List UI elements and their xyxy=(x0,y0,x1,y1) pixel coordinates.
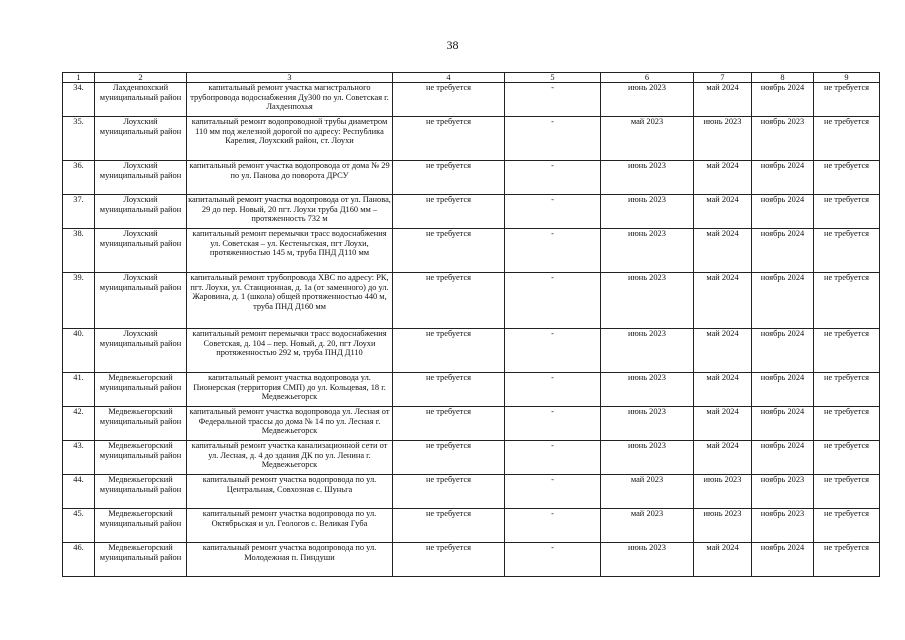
col5-cell: - xyxy=(505,441,601,475)
district-cell: Медвежьегорский муниципальный район xyxy=(95,543,187,577)
table-row xyxy=(63,509,880,543)
col5-cell: - xyxy=(505,407,601,441)
row-number: 39. xyxy=(63,273,95,329)
district-cell: Медвежьегорский муниципальный район xyxy=(95,441,187,475)
end-date-cell: май 2024 xyxy=(694,161,752,195)
page-number: 38 xyxy=(446,38,459,52)
end-date-cell: май 2024 xyxy=(694,195,752,229)
row-number: 37. xyxy=(63,195,95,229)
end-date-cell: июнь 2023 xyxy=(694,509,752,543)
table-row xyxy=(63,117,880,161)
table-row xyxy=(63,441,880,475)
col9-cell: не требуется xyxy=(814,543,880,577)
end-date-cell: июнь 2023 xyxy=(694,475,752,509)
column-header: 5 xyxy=(505,73,601,83)
col4-cell: не требуется xyxy=(393,509,505,543)
col4-cell: не требуется xyxy=(393,373,505,407)
col5-cell: - xyxy=(505,543,601,577)
col4-cell: не требуется xyxy=(393,161,505,195)
table-row xyxy=(63,273,880,329)
col5-cell: - xyxy=(505,373,601,407)
completion-date-cell: ноябрь 2024 xyxy=(752,407,814,441)
completion-date-cell: ноябрь 2024 xyxy=(752,273,814,329)
district-cell: Лоухский муниципальный район xyxy=(95,273,187,329)
start-date-cell: май 2023 xyxy=(601,509,694,543)
col5-cell: - xyxy=(505,329,601,373)
work-description-cell: капитальный ремонт участка водопровода ул. Лесная от Федеральной трассы до дома № 14 по ул. Лесная г. Медвежьегорск xyxy=(187,407,393,441)
col9-cell: не требуется xyxy=(814,273,880,329)
start-date-cell: май 2023 xyxy=(601,117,694,161)
end-date-cell: май 2024 xyxy=(694,83,752,117)
column-header: 2 xyxy=(95,73,187,83)
completion-date-cell: ноябрь 2024 xyxy=(752,543,814,577)
start-date-cell: май 2023 xyxy=(601,475,694,509)
work-description-cell: капитальный ремонт участка канализационной сети от ул. Лесная, д. 4 до здания ДК по ул. Ленина г. Медвежьегорск xyxy=(187,441,393,475)
col9-cell: не требуется xyxy=(814,329,880,373)
col9-cell: не требуется xyxy=(814,229,880,273)
district-cell: Лоухский муниципальный район xyxy=(95,329,187,373)
column-header: 1 xyxy=(63,73,95,83)
header-row xyxy=(63,73,880,83)
col9-cell: не требуется xyxy=(814,117,880,161)
column-header: 9 xyxy=(814,73,880,83)
col4-cell: не требуется xyxy=(393,229,505,273)
end-date-cell: май 2024 xyxy=(694,273,752,329)
col9-cell: не требуется xyxy=(814,407,880,441)
completion-date-cell: ноябрь 2023 xyxy=(752,475,814,509)
district-cell: Медвежьегорский муниципальный район xyxy=(95,407,187,441)
row-number: 43. xyxy=(63,441,95,475)
col5-cell: - xyxy=(505,509,601,543)
end-date-cell: май 2024 xyxy=(694,329,752,373)
table-row xyxy=(63,475,880,509)
district-cell: Медвежьегорский муниципальный район xyxy=(95,509,187,543)
column-header: 3 xyxy=(187,73,393,83)
column-header: 6 xyxy=(601,73,694,83)
start-date-cell: июнь 2023 xyxy=(601,373,694,407)
table-row xyxy=(63,373,880,407)
col4-cell: не требуется xyxy=(393,195,505,229)
work-description-cell: капитальный ремонт участка водопровода от дома № 29 по ул. Панова до поворота ДРСУ xyxy=(187,161,393,195)
start-date-cell: июнь 2023 xyxy=(601,407,694,441)
column-header: 7 xyxy=(694,73,752,83)
table-row xyxy=(63,195,880,229)
start-date-cell: июнь 2023 xyxy=(601,83,694,117)
start-date-cell: июнь 2023 xyxy=(601,195,694,229)
work-description-cell: капитальный ремонт перемычки трасс водоснабжения Советская, д. 104 – пер. Новый, д. 20, пгт Лоухи протяженностью 292 м, труба ПНД Д110 xyxy=(187,329,393,373)
column-header: 8 xyxy=(752,73,814,83)
end-date-cell: май 2024 xyxy=(694,373,752,407)
completion-date-cell: ноябрь 2024 xyxy=(752,329,814,373)
work-description-cell: капитальный ремонт водопроводной трубы диаметром 110 мм под железной дорогой по адресу: Республика Карелия, Лоухский район, ст. Лоухи xyxy=(187,117,393,161)
work-description-cell: капитальный ремонт участка водопровода по ул. Молодежная п. Пиндуши xyxy=(187,543,393,577)
district-cell: Лоухский муниципальный район xyxy=(95,229,187,273)
start-date-cell: июнь 2023 xyxy=(601,329,694,373)
row-number: 45. xyxy=(63,509,95,543)
col4-cell: не требуется xyxy=(393,441,505,475)
col4-cell: не требуется xyxy=(393,329,505,373)
col5-cell: - xyxy=(505,161,601,195)
col9-cell: не требуется xyxy=(814,509,880,543)
col9-cell: не требуется xyxy=(814,441,880,475)
table-body xyxy=(63,73,880,577)
table-row xyxy=(63,543,880,577)
row-number: 46. xyxy=(63,543,95,577)
row-number: 38. xyxy=(63,229,95,273)
completion-date-cell: ноябрь 2023 xyxy=(752,117,814,161)
col5-cell: - xyxy=(505,195,601,229)
end-date-cell: май 2024 xyxy=(694,229,752,273)
table-row xyxy=(63,161,880,195)
row-number: 42. xyxy=(63,407,95,441)
district-cell: Лахденпохский муниципальный район xyxy=(95,83,187,117)
row-number: 40. xyxy=(63,329,95,373)
end-date-cell: июнь 2023 xyxy=(694,117,752,161)
row-number: 34. xyxy=(63,83,95,117)
work-description-cell: капитальный ремонт участка водопровода по ул. Центральная, Совхозная с. Шуньга xyxy=(187,475,393,509)
start-date-cell: июнь 2023 xyxy=(601,543,694,577)
district-cell: Лоухский муниципальный район xyxy=(95,161,187,195)
work-description-cell: капитальный ремонт перемычки трасс водоснабжения ул. Советская – ул. Кестеньгская, пгт Лоухи, протяженностью 145 м, труба ПНД Д110 мм xyxy=(187,229,393,273)
completion-date-cell: ноябрь 2024 xyxy=(752,441,814,475)
district-cell: Медвежьегорский муниципальный район xyxy=(95,373,187,407)
col5-cell: - xyxy=(505,475,601,509)
district-cell: Лоухский муниципальный район xyxy=(95,117,187,161)
col5-cell: - xyxy=(505,83,601,117)
table-row xyxy=(63,407,880,441)
district-cell: Лоухский муниципальный район xyxy=(95,195,187,229)
col9-cell: не требуется xyxy=(814,475,880,509)
start-date-cell: июнь 2023 xyxy=(601,161,694,195)
completion-date-cell: ноябрь 2023 xyxy=(752,509,814,543)
col9-cell: не требуется xyxy=(814,373,880,407)
row-number: 35. xyxy=(63,117,95,161)
table-row xyxy=(63,83,880,117)
col4-cell: не требуется xyxy=(393,407,505,441)
completion-date-cell: ноябрь 2024 xyxy=(752,373,814,407)
row-number: 44. xyxy=(63,475,95,509)
col5-cell: - xyxy=(505,273,601,329)
col4-cell: не требуется xyxy=(393,273,505,329)
col9-cell: не требуется xyxy=(814,83,880,117)
col5-cell: - xyxy=(505,229,601,273)
col5-cell: - xyxy=(505,117,601,161)
district-cell: Медвежьегорский муниципальный район xyxy=(95,475,187,509)
completion-date-cell: ноябрь 2024 xyxy=(752,229,814,273)
end-date-cell: май 2024 xyxy=(694,441,752,475)
work-description-cell: капитальный ремонт участка магистрального трубопровода водоснабжения Ду300 по ул. Советская г. Лахденпохья xyxy=(187,83,393,117)
row-number: 36. xyxy=(63,161,95,195)
column-header: 4 xyxy=(393,73,505,83)
work-description-cell: капитальный ремонт участка водопровода по ул. Октябрьская и ул. Геологов с. Великая Губа xyxy=(187,509,393,543)
table-row xyxy=(63,329,880,373)
start-date-cell: июнь 2023 xyxy=(601,229,694,273)
work-description-cell: капитальный ремонт трубопровода ХВС по адресу: РК, пгт. Лоухи, ул. Станционная, д. 1а (от заменного) до ул. Жаровина, д. 1 (школа) общей протяженностью 440 м, труба ПНД Д160 мм xyxy=(187,273,393,329)
col4-cell: не требуется xyxy=(393,117,505,161)
work-description-cell: капитальный ремонт участка водопровода от ул. Панова, 29 до пер. Новый, 20 пгт. Лоухи труба Д160 мм – протяженность 732 м xyxy=(187,195,393,229)
completion-date-cell: ноябрь 2024 xyxy=(752,83,814,117)
end-date-cell: май 2024 xyxy=(694,407,752,441)
col4-cell: не требуется xyxy=(393,83,505,117)
col4-cell: не требуется xyxy=(393,543,505,577)
start-date-cell: июнь 2023 xyxy=(601,273,694,329)
completion-date-cell: ноябрь 2024 xyxy=(752,195,814,229)
completion-date-cell: ноябрь 2024 xyxy=(752,161,814,195)
schedule-table xyxy=(62,72,880,577)
end-date-cell: май 2024 xyxy=(694,543,752,577)
col9-cell: не требуется xyxy=(814,161,880,195)
row-number: 41. xyxy=(63,373,95,407)
work-description-cell: капитальный ремонт участка водопровода ул. Пионерская (территория СМП) до ул. Кольцевая, 18 г. Медвежьегорск xyxy=(187,373,393,407)
col9-cell: не требуется xyxy=(814,195,880,229)
table-row xyxy=(63,229,880,273)
col4-cell: не требуется xyxy=(393,475,505,509)
start-date-cell: июнь 2023 xyxy=(601,441,694,475)
